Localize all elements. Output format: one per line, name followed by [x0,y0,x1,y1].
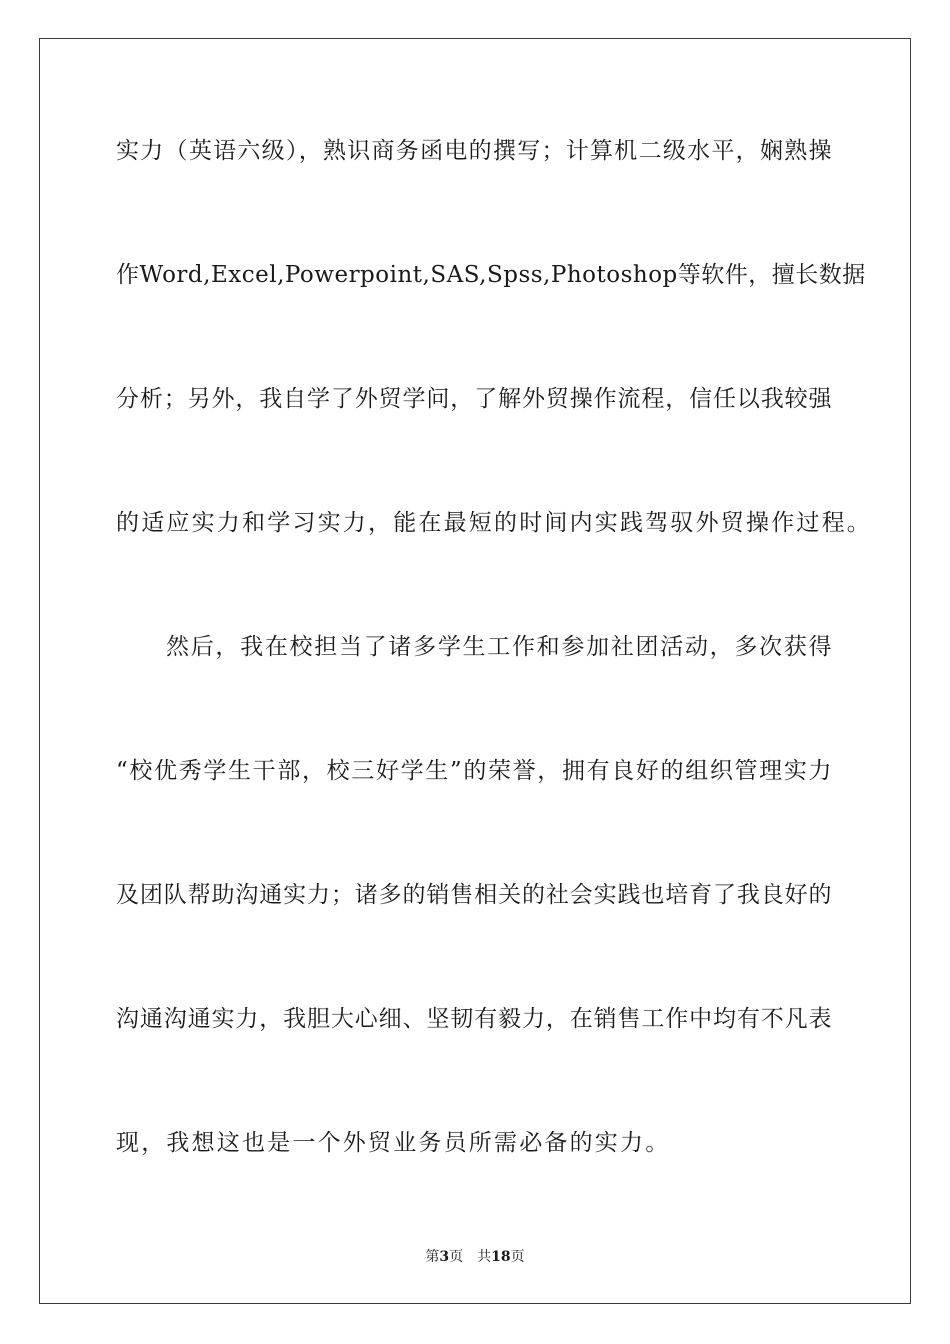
text-line: 分析；另外，我自学了外贸学问，了解外贸操作流程，信任以我较强 [116,386,832,412]
text-line: 现，我想这也是一个外贸业务员所需必备的实力。 [116,1130,671,1156]
text-line: “校优秀学生干部，校三好学生”的荣誉，拥有良好的组织管理实力 [116,758,832,784]
page-number: 3 [439,1249,450,1265]
paragraph-first-line: 然后，我在校担当了诸多学生工作和参加社团活动，多次获得 [166,634,832,660]
total-suffix: 页 [510,1249,525,1265]
text-line: 沟通沟通实力，我胆大心细、坚韧有毅力，在销售工作中均有不凡表 [116,1006,832,1032]
text-line: 实力（英语六级），熟识商务函电的撰写；计算机二级水平，娴熟操 [116,138,832,164]
total-pages: 18 [491,1249,511,1265]
page-prefix: 第 [425,1249,440,1265]
text-line: 作Word,Excel,Powerpoint,SAS,Spss,Photoshop等软件，擅长数据 [116,262,866,288]
total-prefix: 共 [477,1249,492,1265]
page-suffix: 页 [449,1249,464,1265]
page-footer [0,1248,950,1266]
text-line: 的适应实力和学习实力，能在最短的时间内实践驾驭外贸操作过程。 [116,510,872,536]
page-border [39,38,911,1304]
text-line: 及团队帮助沟通实力；诸多的销售相关的社会实践也培育了我良好的 [116,882,832,908]
